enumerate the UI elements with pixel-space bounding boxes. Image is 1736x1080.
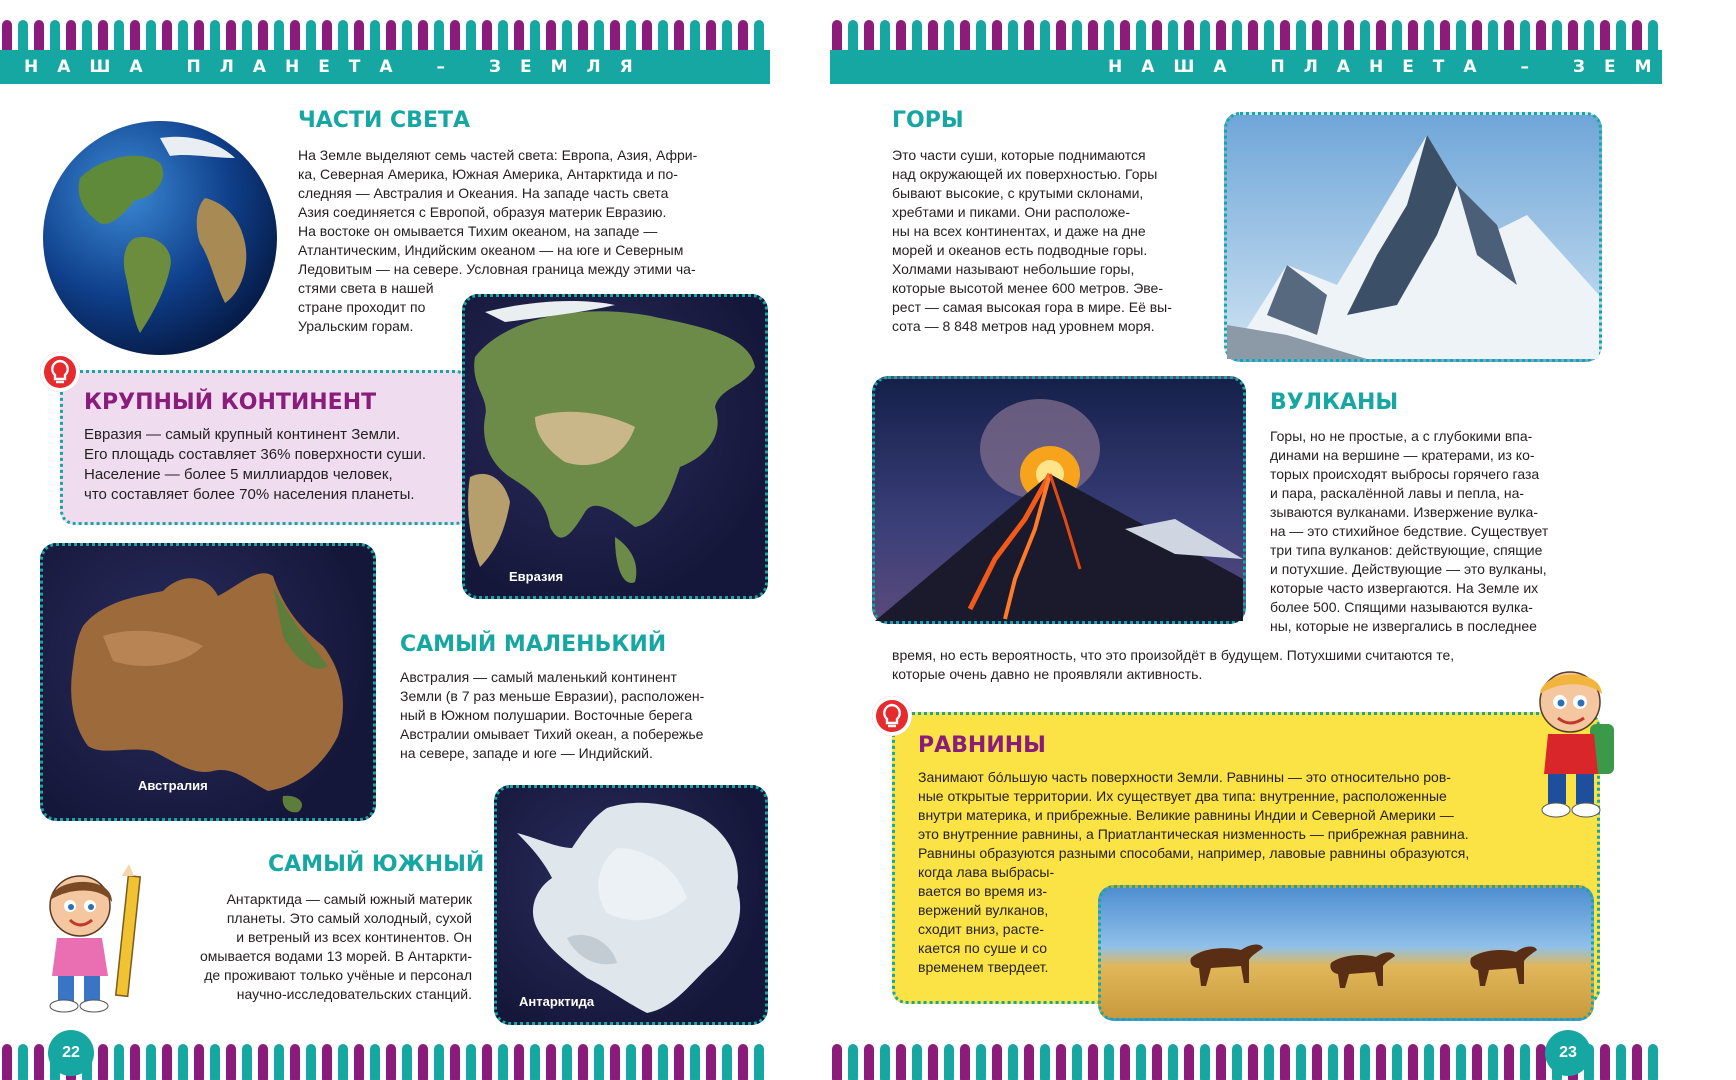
text-line: стране проходит по (298, 299, 426, 315)
mountains-heading: ГОРЫ (892, 108, 964, 133)
mountain-photo (1224, 112, 1602, 362)
text-line: время, но есть вероятность, что это произойдёт в будущем. Потухшими считаются те, (892, 647, 1455, 663)
text-line: морей и океанов есть подводные горы. (892, 242, 1148, 258)
text-line: более 500. Спящими называются вулка- (1270, 599, 1533, 615)
text-line: Евразия — самый крупный континент Земли. (84, 426, 401, 443)
text-line: Австралии омывает Тихий океан, а побережье (400, 726, 704, 742)
text-line: Равнины образуются разными способами, например, лавовые равнины образуются, (918, 845, 1470, 861)
text-line: хребтами и пиками. Они расположе- (892, 204, 1131, 220)
page-number-right: 23 (1545, 1030, 1591, 1076)
text-line: Это части суши, которые поднимаются (892, 147, 1146, 163)
text-line: сходит вниз, расте- (918, 921, 1045, 937)
text-line: ный в Южном полушарии. Восточные берега (400, 707, 693, 723)
text-line: торых происходят выбросы горячего газа (1270, 466, 1540, 482)
text-line: и потухшие. Действующие — это вулканы, (1270, 561, 1547, 577)
boy-with-backpack-illustration (1520, 664, 1644, 828)
lightbulb-icon (40, 352, 80, 392)
volcano-photo (872, 376, 1246, 624)
page-number-left: 22 (48, 1030, 94, 1076)
plains-heading: РАВНИНЫ (918, 733, 1046, 758)
text-line: на севере, западе и юге — Индийский. (400, 745, 653, 761)
text-line: планеты. Это самый холодный, сухой (226, 910, 472, 926)
text-line: Австралия — самый маленький континент (400, 669, 677, 685)
text-line: следняя — Австралия и Океания. На западе часть света (298, 185, 669, 201)
text-line: которые часто извергаются. На Земле их (1270, 580, 1539, 596)
text-line: вержений вулканов, (918, 902, 1049, 918)
text-line: стями света в нашей (298, 280, 434, 296)
text-line: Земли (в 7 раз меньше Евразии), расположен- (400, 688, 705, 704)
text-line: Атлантическим, Индийским океаном — на юге и Северным (298, 242, 684, 258)
parts-heading: ЧАСТИ СВЕТА (298, 108, 471, 133)
bottom-stripes-left (0, 1040, 770, 1080)
text-line: Уральским горам. (298, 318, 414, 334)
text-line: над окружающей их поверхностью. Горы (892, 166, 1158, 182)
text-line: три типа вулканов: действующие, спящие (1270, 542, 1543, 558)
text-line: Население — более 5 миллиардов человек, (84, 466, 393, 483)
text-line: де проживают только учёные и персонал (204, 967, 472, 983)
text-line: Его площадь составляет 36% поверхности суши. (84, 446, 426, 463)
text-line: что составляет более 70% населения планеты. (84, 486, 415, 503)
antarctica-map-image (494, 785, 768, 1025)
text-line: сота — 8 848 метров над уровнем моря. (892, 318, 1155, 334)
eurasia-caption: Евразия (509, 569, 564, 584)
lightbulb-icon (872, 696, 912, 736)
text-line: Холмами называют небольшие горы, (892, 261, 1135, 277)
smallest-heading: САМЫЙ МАЛЕНЬКИЙ (400, 632, 667, 657)
header-title-left: НАША ПЛАНЕТА – ЗЕМЛЯ (24, 57, 652, 77)
largest-text (84, 425, 464, 505)
text-line: омывается водами 13 морей. В Антаркти- (200, 948, 472, 964)
text-line: динами на вершине — кратерами, из ко- (1270, 447, 1535, 463)
text-line: Занимают бóльшую часть поверхности Земли. Равнины — это относительно ров- (918, 769, 1451, 785)
largest-heading: КРУПНЫЙ КОНТИНЕНТ (84, 390, 377, 415)
australia-caption: Австралия (138, 778, 208, 793)
southern-heading: САМЫЙ ЮЖНЫЙ (268, 852, 485, 877)
text-line: кается по суше и со (918, 940, 1048, 956)
header-title-right: НАША ПЛАНЕТА – ЗЕМЛЯ (1108, 57, 1736, 77)
text-line: ны, которые не извергались в последнее (1270, 618, 1537, 634)
mountains-text (892, 146, 1232, 336)
text-line: ны на всех континентах, и даже на дне (892, 223, 1146, 239)
text-line: и ветреный из всех континентов. Он (236, 929, 472, 945)
text-line: Горы, но не простые, а с глубокими впа- (1270, 428, 1533, 444)
text-line: Антарктида — самый южный материк (226, 891, 472, 907)
girl-with-pencil-illustration (22, 868, 152, 1016)
text-line: на — это стихийное бедствие. Существует (1270, 523, 1549, 539)
text-line: которые очень давно не проявляли активность. (892, 666, 1203, 682)
southern-text (160, 890, 472, 1004)
text-line: вается во время из- (918, 883, 1048, 899)
text-line: внутри материка, и прибрежные. Великие равнины Индии и Северной Америки — (918, 807, 1454, 823)
text-line: научно-исследовательских станций. (236, 986, 472, 1002)
text-line: которые высотой менее 600 метров. Эве- (892, 280, 1164, 296)
text-line: и пара, раскалённой лавы и пепла, на- (1270, 485, 1525, 501)
text-line: На востоке он омывается Тихим океаном, на западе — (298, 223, 658, 239)
smallest-text (400, 668, 760, 763)
eurasia-map-image (462, 294, 768, 599)
volcanoes-tail-text (892, 646, 1572, 684)
text-line: это внутренние равнины, а Приатлантическая низменность — прибрежная равнина. (918, 826, 1469, 842)
text-line: ные открытые территории. Их существует два типа: внутренние, расположенные (918, 788, 1447, 804)
text-line: Ледовитым — на севере. Условная граница между этими ча- (298, 261, 696, 277)
bottom-stripes-right (830, 1040, 1662, 1080)
australia-map-image (40, 543, 376, 821)
text-line: зываются вулканами. Извержение вулка- (1270, 504, 1539, 520)
text-line: ка, Северная Америка, Южная Америка, Антарктида и по- (298, 166, 678, 182)
text-line: На Земле выделяют семь частей света: Европа, Азия, Афри- (298, 147, 698, 163)
text-line: Азия соединяется с Европой, образуя материк Евразию. (298, 204, 667, 220)
text-line: бывают высокие, с крутыми склонами, (892, 185, 1144, 201)
antarctica-caption: Антарктида (519, 994, 595, 1009)
earth-globe-image (40, 118, 280, 358)
volcanoes-text (1270, 427, 1600, 636)
volcanoes-heading: ВУЛКАНЫ (1270, 390, 1399, 415)
text-line: когда лава выбрасы- (918, 864, 1055, 880)
plains-horses-photo (1098, 885, 1594, 1021)
text-line: рест — самая высокая гора в мире. Её вы- (892, 299, 1172, 315)
text-line: временем твердеет. (918, 959, 1049, 975)
